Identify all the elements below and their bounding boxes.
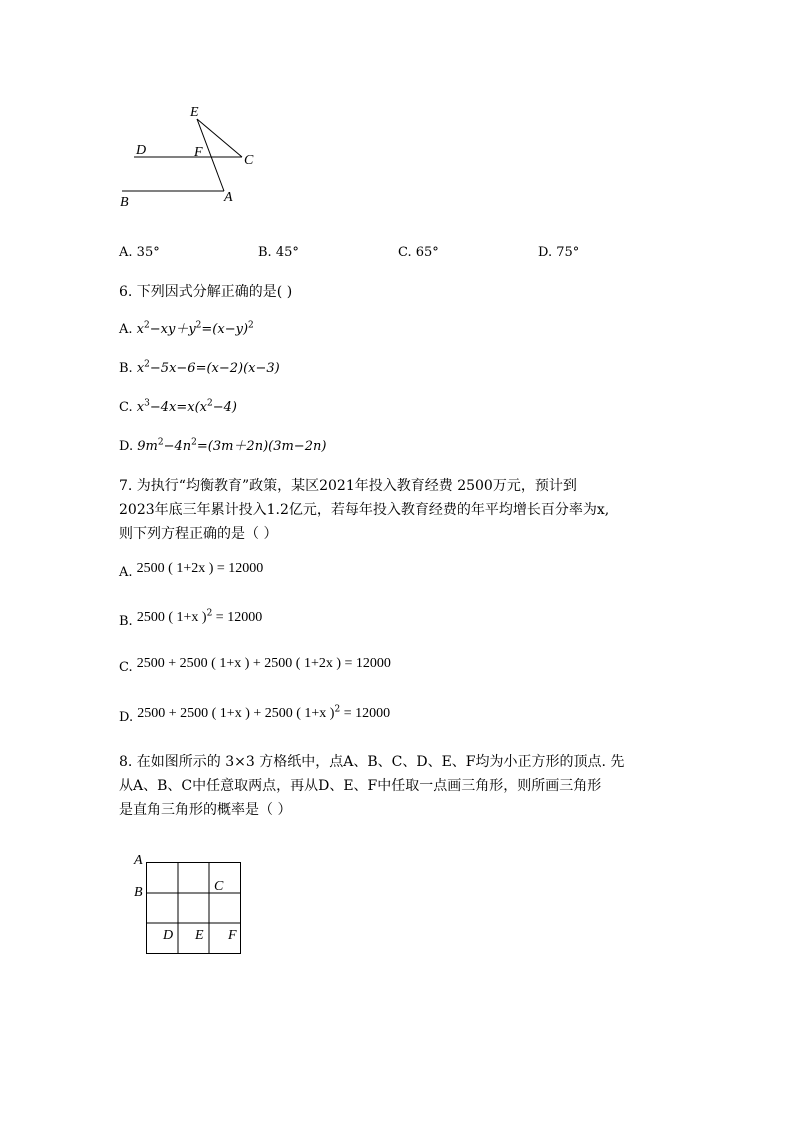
figure-grid-3x3 xyxy=(126,850,251,960)
label-c: C xyxy=(244,153,254,168)
q5-option-b: B. 45° xyxy=(258,245,299,260)
grid-label-a: A xyxy=(134,853,143,868)
q5-option-a: A. 35° xyxy=(119,245,160,260)
grid-border xyxy=(147,863,241,954)
label-e: E xyxy=(190,105,199,120)
q7-option-a: A. 2500 ( 1+2x ) = 12000 xyxy=(119,561,264,580)
grid-label-e: E xyxy=(195,928,204,943)
q7-stem-line2: 2023年底三年累计投入1.2亿元，若每年投入教育经费的年平均增长百分率为x, xyxy=(119,502,610,518)
q7-option-d: D. 2500 + 2500 ( 1+x ) + 2500 ( 1+x )$^2$ = 12000 xyxy=(119,704,391,725)
q7-option-c: C. 2500 + 2500 ( 1+x ) + 2500 ( 1+2x ) = 12000 xyxy=(119,656,391,675)
q8-stem-line2: 从A、B、C中任意取两点，再从D、E、F中任取一点画三角形，则所画三角形 xyxy=(119,778,602,794)
grid-label-d: D xyxy=(163,928,174,943)
q6-option-d: D. $9m^2-4n^2=(3m+2n)(3m-2n)$ xyxy=(119,437,327,454)
q8-stem-line3: 是直角三角形的概率是（ ） xyxy=(119,802,292,818)
label-d: D xyxy=(136,143,147,158)
q7-stem-line3: 则下列方程正确的是（ ） xyxy=(119,526,278,542)
label-a: A xyxy=(224,190,233,205)
q7-stem-line1: 7. 为执行“均衡教育”政策，某区2021年投入教育经费 2500万元，预计到 xyxy=(119,478,577,494)
label-b: B xyxy=(120,195,129,210)
q5-option-d: D. 75° xyxy=(538,245,580,260)
q6-option-b: B. $x^2-5x-6=(x-2)(x-3)$ xyxy=(119,359,280,376)
figure-parallel-lines xyxy=(110,98,280,213)
q6-option-a: A. $x^2-xy+y^2=(x-y)^2$ xyxy=(119,320,254,337)
q8-stem-line1: 8. 在如图所示的 3×3 方格纸中，点A、B、C、D、E、F均为小正方形的顶点. 先 xyxy=(119,754,625,770)
grid-label-c: C xyxy=(214,879,224,894)
label-f: F xyxy=(194,145,203,160)
q6-stem: 6. 下列因式分解正确的是( ) xyxy=(119,284,293,300)
grid-label-b: B xyxy=(134,885,143,900)
q7-option-b: B. 2500 ( 1+x )$^2$ = 12000 xyxy=(119,608,263,629)
grid-label-f: F xyxy=(228,928,237,943)
q5-option-c: C. 65° xyxy=(398,245,439,260)
q6-option-c: C. $x^3-4x=x(x^2-4)$ xyxy=(119,398,237,415)
